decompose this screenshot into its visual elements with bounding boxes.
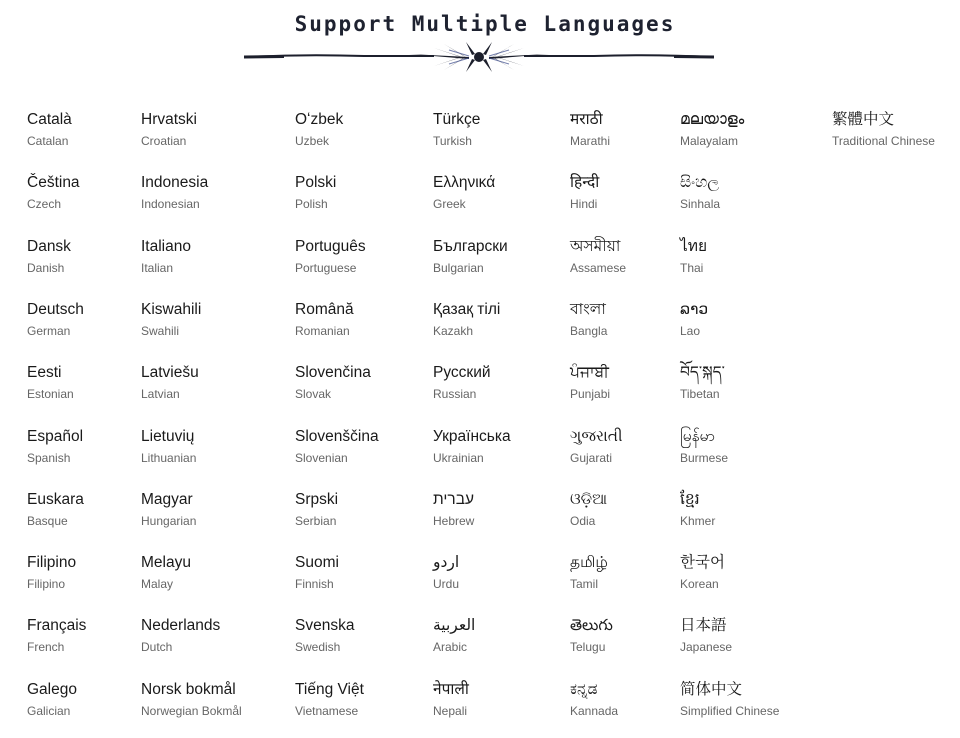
language-native-name: मराठी [570, 111, 603, 128]
language-item[interactable] [27, 237, 71, 276]
language-native-name: Slovenčina [295, 364, 371, 382]
language-native-name: Suomi [295, 554, 339, 572]
language-english-name: Gujarati [570, 450, 613, 465]
language-native-name: ਪੰਜਾਬੀ [570, 364, 609, 382]
language-english-name: Turkish [433, 134, 472, 148]
language-item[interactable] [680, 616, 732, 655]
language-english-name: Filipino [27, 577, 66, 592]
language-english-name: Burmese [680, 450, 729, 465]
language-english-name: Galician [27, 703, 71, 718]
language-item[interactable] [680, 553, 725, 592]
language-native-name: Oʻzbek [295, 111, 344, 128]
language-english-name: Greek [433, 197, 466, 212]
language-native-name: Italiano [141, 237, 191, 255]
language-english-name: Catalan [27, 134, 69, 148]
language-native-name: हिन्दी [570, 174, 600, 192]
language-english-name: Thai [680, 260, 704, 275]
language-english-name: Bulgarian [433, 260, 484, 275]
language-item[interactable] [433, 237, 508, 276]
language-native-name: Magyar [141, 490, 193, 508]
language-english-name: Malay [141, 577, 174, 592]
language-native-name: Srpski [295, 490, 339, 508]
language-item[interactable] [295, 110, 343, 149]
language-item[interactable] [27, 616, 86, 655]
language-native-name: Melayu [141, 554, 191, 572]
language-item[interactable] [27, 300, 84, 339]
language-english-name: Estonian [27, 387, 74, 402]
language-native-name: Română [295, 300, 354, 318]
language-item[interactable] [295, 490, 338, 529]
language-english-name: Slovak [295, 387, 332, 402]
page-title: Support Multiple Languages [294, 12, 676, 36]
language-item[interactable] [433, 110, 480, 149]
language-item[interactable] [570, 363, 610, 402]
language-native-name: Latviešu [141, 364, 199, 382]
language-native-name: မြန်မာ [680, 427, 715, 445]
language-native-name: Svenska [295, 617, 355, 635]
language-item[interactable] [570, 553, 608, 592]
language-english-name: Telugu [570, 640, 606, 655]
language-item[interactable] [680, 237, 707, 276]
language-native-name: ଓଡ଼ିଆ [570, 490, 608, 508]
language-item[interactable] [295, 616, 354, 655]
language-item[interactable] [141, 237, 191, 276]
language-native-name: Euskara [27, 490, 84, 508]
language-native-name: עברית [433, 490, 474, 508]
language-native-name: Español [27, 427, 84, 445]
language-english-name: Urdu [433, 577, 460, 592]
language-english-name: Sinhala [680, 197, 721, 212]
language-item[interactable] [295, 427, 379, 466]
language-item[interactable] [433, 173, 495, 212]
language-native-name: 简体中文 [680, 680, 743, 698]
language-native-name: Čeština [27, 174, 80, 192]
language-native-name: العربية [433, 617, 476, 635]
language-item[interactable] [27, 490, 84, 529]
language-english-name: Indonesian [141, 197, 200, 212]
language-item[interactable] [680, 110, 744, 149]
language-item[interactable] [680, 427, 728, 466]
language-item[interactable] [141, 110, 197, 149]
language-native-name: Norsk bokmål [141, 680, 236, 698]
language-english-name: Basque [27, 513, 68, 528]
language-item[interactable] [433, 300, 500, 339]
language-native-name: Galego [27, 680, 77, 698]
language-item[interactable] [295, 363, 371, 402]
language-item[interactable] [680, 363, 725, 402]
language-english-name: Odia [570, 513, 596, 528]
language-english-name: Spanish [27, 450, 71, 465]
language-english-name: Dutch [141, 640, 173, 655]
language-english-name: Russian [433, 387, 477, 402]
language-item[interactable] [433, 427, 511, 466]
language-english-name: Czech [27, 197, 62, 212]
language-english-name: Punjabi [570, 387, 611, 402]
language-english-name: Malayalam [680, 134, 739, 148]
language-english-name: French [27, 640, 65, 655]
language-native-name: 繁體中文 [832, 111, 895, 128]
language-item[interactable] [570, 490, 607, 529]
language-native-name: Filipino [27, 554, 77, 572]
language-item[interactable] [295, 553, 339, 592]
language-native-name: Қазақ тілі [433, 300, 501, 318]
language-native-name: Ελληνικά [433, 174, 496, 192]
language-item[interactable] [141, 553, 191, 592]
language-english-name: Finnish [295, 577, 334, 592]
language-item[interactable] [141, 363, 199, 402]
language-english-name: Danish [27, 260, 65, 275]
language-native-name: മലയാളം [680, 111, 745, 128]
language-native-name: Русский [433, 364, 491, 382]
language-item[interactable] [570, 616, 613, 655]
language-native-name: தமிழ் [570, 554, 608, 572]
language-english-name: Slovenian [295, 450, 348, 465]
language-native-name: Eesti [27, 364, 62, 382]
language-english-name: Assamese [570, 260, 627, 275]
language-native-name: Dansk [27, 237, 71, 255]
language-item[interactable] [570, 110, 610, 149]
language-native-name: 日本語 [680, 617, 727, 635]
language-item[interactable] [295, 300, 354, 339]
language-native-name: Hrvatski [141, 111, 197, 128]
language-native-name: ગુજરાતી [570, 427, 623, 445]
language-item[interactable] [680, 173, 720, 212]
language-native-name: ខ្មែរ [680, 490, 700, 508]
language-english-name: Hebrew [433, 513, 475, 528]
language-item[interactable] [433, 490, 474, 529]
language-english-name: Serbian [295, 513, 337, 528]
language-item[interactable] [570, 680, 618, 719]
language-english-name: Romanian [295, 323, 350, 338]
language-item[interactable] [141, 490, 196, 529]
language-item[interactable] [27, 363, 74, 402]
language-item[interactable] [680, 490, 715, 529]
language-native-name: বাংলা [570, 300, 606, 318]
language-native-name: Deutsch [27, 300, 84, 318]
language-item[interactable] [295, 237, 366, 276]
language-english-name: Uzbek [295, 134, 330, 148]
language-native-name: Indonesia [141, 174, 209, 192]
language-native-name: ಕನ್ನಡ [570, 680, 598, 698]
language-english-name: Arabic [433, 640, 468, 655]
language-english-name: Traditional Chinese [832, 134, 935, 148]
language-english-name: Croatian [141, 134, 187, 148]
language-native-name: Slovenščina [295, 427, 379, 445]
language-native-name: Lietuvių [141, 427, 195, 445]
language-english-name: Italian [141, 260, 174, 275]
language-native-name: Français [27, 617, 87, 635]
language-native-name: Українська [433, 427, 511, 445]
language-english-name: Vietnamese [295, 703, 359, 718]
language-english-name: German [27, 323, 71, 338]
language-english-name: Korean [680, 577, 719, 592]
language-native-name: Български [433, 237, 508, 255]
language-item[interactable] [832, 110, 935, 149]
language-item[interactable] [295, 173, 336, 212]
language-native-name: Türkçe [433, 111, 481, 128]
language-native-name: ไทย [680, 237, 708, 255]
language-native-name: অসমীয়া [570, 237, 621, 255]
language-item[interactable] [27, 110, 72, 149]
language-native-name: తెలుగు [570, 617, 613, 635]
language-native-name: Tiếng Việt [295, 680, 364, 698]
language-native-name: 한국어 [680, 554, 725, 572]
language-english-name: Khmer [680, 513, 716, 528]
language-english-name: Portuguese [295, 260, 357, 275]
language-item[interactable] [433, 680, 469, 719]
language-native-name: བོད་སྐད་ [680, 364, 725, 382]
language-native-name: Português [295, 237, 366, 255]
language-item[interactable] [295, 680, 364, 719]
language-item[interactable] [27, 553, 76, 592]
language-native-name: नेपाली [433, 680, 469, 698]
language-english-name: Japanese [680, 640, 733, 655]
language-native-name: اردو [433, 554, 460, 572]
language-english-name: Swahili [141, 323, 180, 338]
language-native-name: Nederlands [141, 617, 221, 635]
language-item[interactable] [570, 427, 623, 466]
language-item[interactable] [433, 553, 459, 592]
language-english-name: Swedish [295, 640, 341, 655]
language-item[interactable] [141, 427, 196, 466]
language-item[interactable] [141, 173, 208, 212]
language-item[interactable] [570, 300, 607, 339]
language-native-name: Polski [295, 174, 337, 192]
language-item[interactable] [27, 680, 77, 719]
language-item[interactable] [433, 363, 491, 402]
language-english-name: Hindi [570, 197, 598, 212]
language-english-name: Lithuanian [141, 450, 197, 465]
language-english-name: Kazakh [433, 323, 474, 338]
language-english-name: Norwegian Bokmål [141, 703, 242, 718]
language-english-name: Lao [680, 323, 701, 338]
language-native-name: Kiswahili [141, 300, 202, 318]
language-item[interactable] [570, 237, 626, 276]
language-item[interactable] [141, 680, 242, 719]
language-english-name: Polish [295, 197, 328, 212]
language-english-name: Hungarian [141, 513, 197, 528]
language-item[interactable] [570, 173, 599, 212]
language-english-name: Marathi [570, 134, 611, 148]
language-english-name: Nepali [433, 703, 468, 718]
language-item[interactable] [141, 616, 220, 655]
language-native-name: සිංහල [680, 174, 720, 192]
language-native-name: Català [27, 111, 72, 128]
language-english-name: Latvian [141, 387, 180, 402]
language-english-name: Tibetan [680, 387, 720, 402]
language-item[interactable] [27, 427, 83, 466]
language-item[interactable] [141, 300, 201, 339]
language-english-name: Tamil [570, 577, 599, 592]
language-native-name: ລາວ [680, 300, 709, 318]
language-item[interactable] [433, 616, 475, 655]
language-english-name: Bangla [570, 323, 608, 338]
language-item[interactable] [680, 300, 708, 339]
language-english-name: Kannada [570, 703, 619, 718]
language-english-name: Simplified Chinese [680, 703, 780, 718]
language-item[interactable] [680, 680, 779, 719]
language-english-name: Ukrainian [433, 450, 484, 465]
language-item[interactable] [27, 173, 80, 212]
